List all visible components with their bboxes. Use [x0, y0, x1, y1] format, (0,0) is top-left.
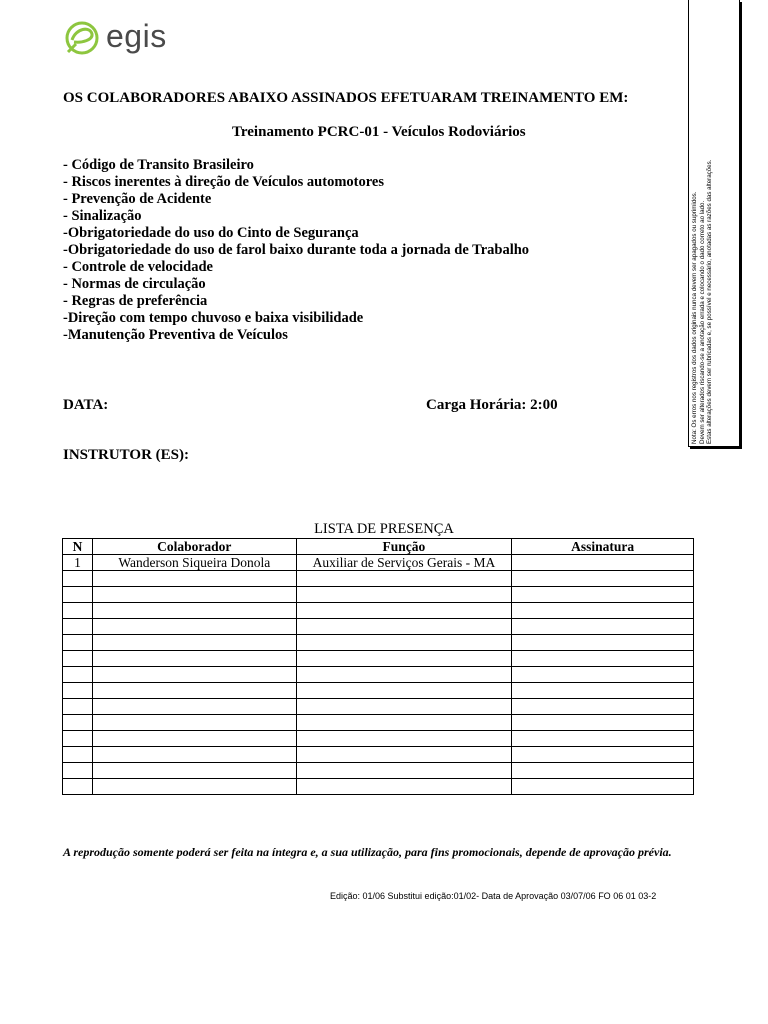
table-header-row — [63, 539, 694, 555]
cell-colaborador — [92, 635, 296, 651]
table-row — [63, 747, 694, 763]
cell-colaborador — [92, 603, 296, 619]
cell-n — [63, 619, 93, 635]
cell-funcao — [296, 699, 512, 715]
cell-colaborador — [92, 747, 296, 763]
cell-n — [63, 747, 93, 763]
cell-funcao — [296, 763, 512, 779]
topic-item: - Código de Transito Brasileiro — [63, 157, 254, 173]
cell-funcao — [296, 651, 512, 667]
cell-n — [63, 667, 93, 683]
cell-n — [63, 587, 93, 603]
side-note-text — [691, 4, 731, 444]
cell-funcao — [296, 779, 512, 795]
attendance-table — [62, 538, 694, 795]
cell-assinatura — [512, 779, 694, 795]
cell-n: 1 — [63, 555, 93, 571]
header-n: N — [63, 539, 93, 555]
cell-assinatura — [512, 635, 694, 651]
cell-colaborador — [92, 619, 296, 635]
attendance-title: LISTA DE PRESENÇA — [314, 521, 454, 537]
cell-n — [63, 763, 93, 779]
topic-item: -Direção com tempo chuvoso e baixa visibilidade — [63, 310, 364, 326]
table-row — [63, 571, 694, 587]
cell-n — [63, 715, 93, 731]
cell-assinatura — [512, 683, 694, 699]
cell-funcao — [296, 683, 512, 699]
table-row — [63, 635, 694, 651]
cell-funcao — [296, 587, 512, 603]
cell-colaborador — [92, 779, 296, 795]
cell-funcao — [296, 747, 512, 763]
cell-colaborador — [92, 651, 296, 667]
topic-item: - Prevenção de Acidente — [63, 191, 212, 207]
cell-assinatura — [512, 731, 694, 747]
cell-n — [63, 571, 93, 587]
reproduction-note: A reprodução somente poderá ser feita na íntegra e, a sua utilização, para fins promocionais, depende de aprovação prévia. — [63, 845, 672, 859]
workload-label: Carga Horária: 2:00 — [426, 397, 558, 413]
side-note-line: Estas alterações devem ser rubricadas e, se possível e necessário, anotadas as razões das alterações. — [706, 159, 714, 444]
table-row — [63, 779, 694, 795]
cell-funcao — [296, 635, 512, 651]
cell-colaborador — [92, 731, 296, 747]
document-title: OS COLABORADORES ABAIXO ASSINADOS EFETUARAM TREINAMENTO EM: — [63, 90, 629, 106]
edition-info: Edição: 01/06 Substitui edição:01/02- Data de Aprovação 03/07/06 FO 06 01 03-2 — [330, 891, 657, 901]
side-note-line: Nota: Os erros nos registros dos dados originais nunca devem ser apagados ou suprimidos. — [691, 191, 698, 444]
table-row — [63, 619, 694, 635]
table-row — [63, 603, 694, 619]
table-row — [63, 699, 694, 715]
cell-assinatura — [512, 667, 694, 683]
cell-n — [63, 779, 93, 795]
cell-funcao: Auxiliar de Serviços Gerais - MA — [296, 555, 512, 571]
cell-n — [63, 635, 93, 651]
cell-assinatura — [512, 715, 694, 731]
cell-funcao — [296, 731, 512, 747]
header-assinatura: Assinatura — [512, 539, 694, 555]
topic-item: -Manutenção Preventiva de Veículos — [63, 327, 288, 343]
topic-item: - Sinalização — [63, 208, 142, 224]
table-row — [63, 731, 694, 747]
topic-item: - Controle de velocidade — [63, 259, 213, 275]
table-row — [63, 683, 694, 699]
date-label: DATA: — [63, 397, 109, 413]
cell-colaborador — [92, 699, 296, 715]
cell-assinatura — [512, 555, 694, 571]
header-funcao: Função — [296, 539, 512, 555]
table-row — [63, 555, 694, 571]
cell-assinatura — [512, 763, 694, 779]
cell-n — [63, 603, 93, 619]
table-row — [63, 587, 694, 603]
cell-funcao — [296, 619, 512, 635]
cell-colaborador — [92, 683, 296, 699]
topic-item: - Regras de preferência — [63, 293, 208, 309]
table-row — [63, 763, 694, 779]
topics-list — [63, 157, 529, 344]
table-row — [63, 651, 694, 667]
cell-assinatura — [512, 571, 694, 587]
header-colaborador: Colaborador — [92, 539, 296, 555]
training-subtitle: Treinamento PCRC-01 - Veículos Rodoviários — [232, 124, 526, 140]
cell-n — [63, 683, 93, 699]
cell-assinatura — [512, 587, 694, 603]
cell-funcao — [296, 603, 512, 619]
cell-colaborador: Wanderson Siqueira Donola — [92, 555, 296, 571]
instructor-label: INSTRUTOR (ES): — [63, 447, 189, 463]
cell-funcao — [296, 571, 512, 587]
cell-colaborador — [92, 587, 296, 603]
cell-assinatura — [512, 619, 694, 635]
cell-funcao — [296, 667, 512, 683]
table-row — [63, 715, 694, 731]
cell-n — [63, 651, 93, 667]
topic-item: - Riscos inerentes à direção de Veículos automotores — [63, 174, 384, 190]
cell-n — [63, 699, 93, 715]
side-note-box — [688, 0, 740, 447]
logo-text: egis — [106, 18, 167, 54]
cell-assinatura — [512, 699, 694, 715]
topic-item: - Normas de circulação — [63, 276, 206, 292]
cell-assinatura — [512, 747, 694, 763]
cell-colaborador — [92, 667, 296, 683]
cell-n — [63, 731, 93, 747]
cell-colaborador — [92, 763, 296, 779]
table-row — [63, 667, 694, 683]
cell-colaborador — [92, 571, 296, 587]
cell-assinatura — [512, 651, 694, 667]
cell-funcao — [296, 715, 512, 731]
topic-item: -Obrigatoriedade do uso do Cinto de Segurança — [63, 225, 359, 241]
cell-assinatura — [512, 603, 694, 619]
side-note-line: Devem ser alterados riscando-se a anotação errada e colocando o dado correto ao lado. — [698, 200, 706, 444]
topic-item: -Obrigatoriedade do uso de farol baixo durante toda a jornada de Trabalho — [63, 242, 530, 258]
cell-colaborador — [92, 715, 296, 731]
